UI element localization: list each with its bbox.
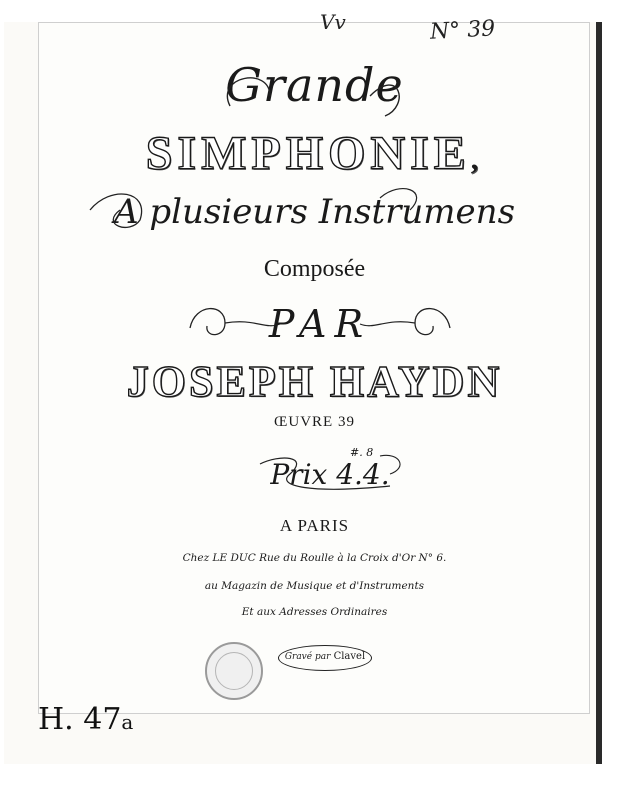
shelfmark-suffix: a (121, 710, 134, 734)
par-ornament (185, 298, 455, 350)
publisher-address: Chez LE DUC Rue du Roulle à la Croix d'Or N° 6. (182, 552, 447, 564)
publisher-shop: au Magazin de Musique et d'Instruments (204, 580, 425, 592)
top-handwritten-mark: Vv (320, 10, 346, 34)
price-ornament (250, 446, 410, 502)
composer-name: JOSEPH HAYDN (126, 357, 503, 406)
title-comma: , (470, 143, 484, 176)
grande-flourish (210, 66, 410, 126)
opus-number: ŒUVRE 39 (274, 414, 355, 430)
engraver-cartouche (278, 645, 372, 671)
publisher-other-addresses: Et aux Adresses Ordinaires (241, 606, 388, 618)
shelfmark-main: H. 47 (38, 702, 122, 737)
compose-label: Composée (263, 256, 366, 282)
shelfmark (38, 702, 133, 737)
engraver-prefix: Gravé par (284, 652, 331, 662)
subtitle-instruments: A plusieurs Instrumens (113, 192, 516, 232)
price-superscript: #. 8 (350, 446, 374, 459)
catalog-number: N° 39 (429, 16, 496, 45)
title-simphonie: SIMPHONIE, (145, 127, 484, 180)
city-label: A PARIS (279, 516, 350, 535)
library-stamp (205, 642, 263, 700)
par-text: PAR (268, 302, 372, 346)
title-grande: Grande (225, 58, 404, 112)
subtitle-flourish (80, 180, 550, 240)
engraver-name: Clavel (333, 651, 366, 662)
price-label: Prix 4.4. (270, 458, 390, 491)
